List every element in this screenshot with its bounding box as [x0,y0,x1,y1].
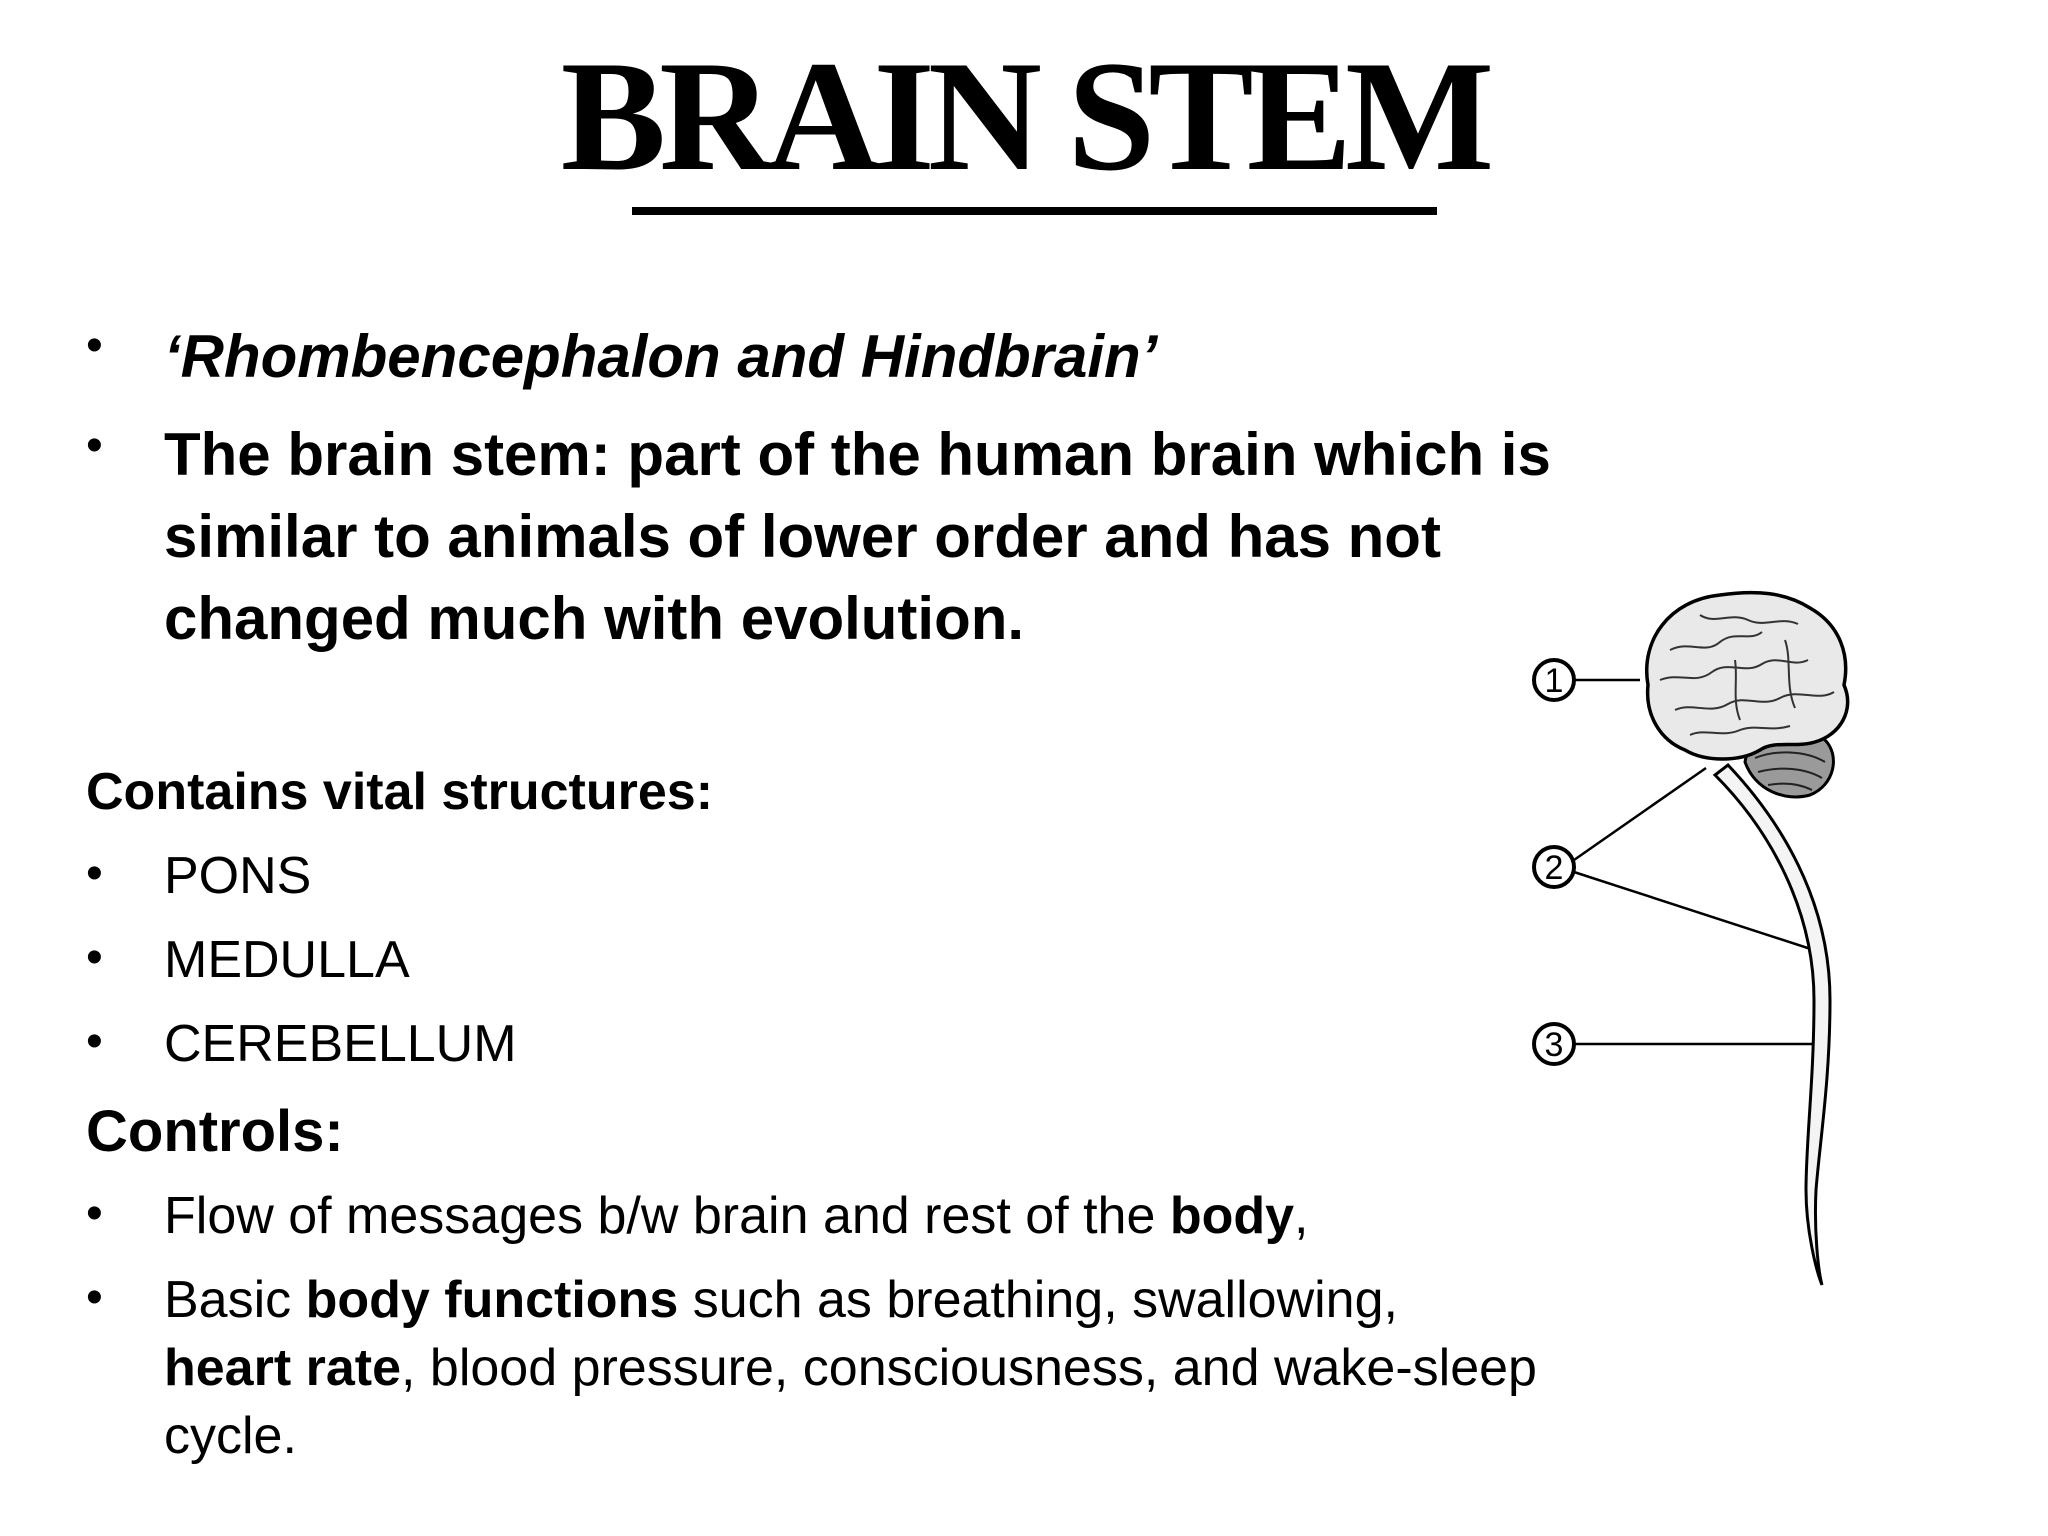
controls-item-2-pre: Basic [164,1271,306,1329]
title-underline [632,207,1437,215]
cerebrum-icon [1647,593,1848,759]
controls-item-2-rest: , blood pressure, consciousness, and wake-sleep [401,1339,1537,1397]
structure-item-pons: PONS [164,847,312,905]
diagram-label-1 [1534,660,1640,700]
diagram-label-2-text: 2 [1544,849,1564,887]
brain-stem-diagram [1500,580,1940,1300]
intro-bullet-text: ‘Rhombencephalon and Hindbrain’ [164,323,1158,390]
controls-item-2-bold-2: heart rate [164,1339,401,1397]
bullet-dot: • [86,1015,103,1068]
controls-item-1-bold: body [1169,1187,1295,1245]
controls-item-1-post: , [1294,1187,1309,1245]
structure-item-medulla: MEDULLA [164,931,410,989]
bullet-dot: • [86,319,103,372]
diagram-label-1-text: 1 [1544,662,1564,700]
diagram-label-3 [1534,1024,1830,1064]
bullet-dot: • [86,1271,103,1324]
structure-item-cerebellum: CEREBELLUM [164,1015,517,1073]
bullet-dot: • [86,419,103,472]
controls-item-2-line-2 [164,1334,1537,1402]
intro-line-3: changed much with evolution. [164,585,1025,652]
structures-heading: Contains vital structures: [86,763,714,821]
intro-line-2: similar to animals of lower order and has not [164,503,1441,570]
bullet-dot: • [86,1187,103,1240]
bullet-dot: • [86,931,103,984]
controls-item-2-mid: such as breathing, swallowing, [678,1271,1398,1329]
controls-item-1-pre: Flow of messages b/w brain and rest of the [164,1187,1170,1245]
controls-item-2-bold-1: body functions [305,1271,679,1329]
controls-item-2-line-3: cycle. [164,1407,297,1465]
spinal-cord-icon [1715,765,1830,1285]
page-title: BRAIN STEM [560,29,1488,204]
diagram-label-3-text: 3 [1544,1026,1564,1064]
controls-item-2-line-1 [164,1266,1398,1334]
bullet-dot: • [86,847,103,900]
controls-heading: Controls: [86,1099,344,1164]
controls-item-1 [164,1182,1309,1250]
intro-line-1: The brain stem: part of the human brain which is [164,421,1551,488]
